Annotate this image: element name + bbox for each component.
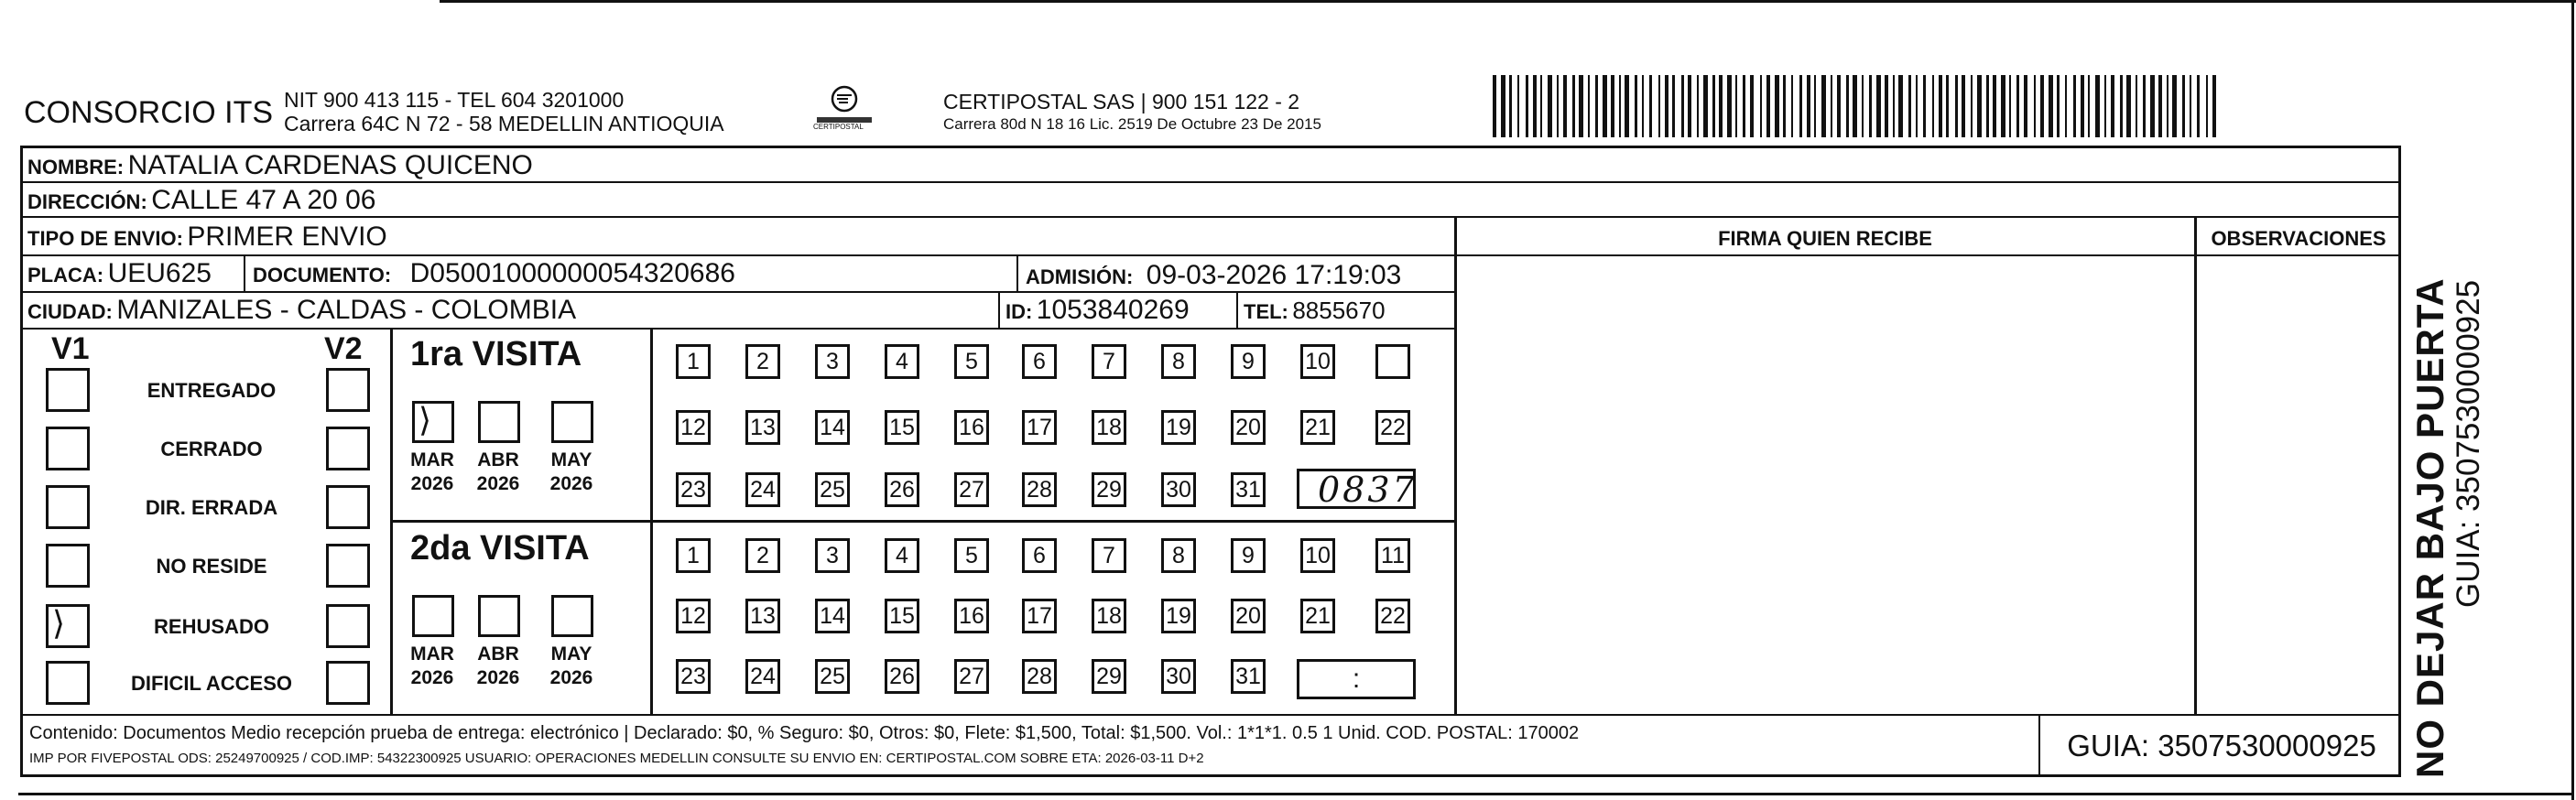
row-rule — [20, 181, 2401, 183]
direccion-label: DIRECCIÓN: — [27, 190, 147, 213]
day-box[interactable]: 4 — [885, 344, 919, 379]
month-checkbox[interactable] — [478, 595, 520, 637]
day-box[interactable]: 26 — [885, 472, 919, 507]
check-mark-icon: ⟩ — [52, 604, 66, 642]
day-box[interactable]: 23 — [676, 659, 711, 694]
id-label: ID: — [1005, 300, 1033, 323]
scan-edge-bottom — [18, 793, 2573, 795]
company-name: CONSORCIO ITS — [24, 95, 274, 130]
day-box[interactable]: 19 — [1161, 599, 1196, 633]
observaciones-header: OBSERVACIONES — [2211, 227, 2386, 250]
footer-contenido: Contenido: Documentos Medio recepción prueba de entrega: electrónico | Declarado: $0, % Seguro: $0, Otros: $0, Flete: $1,500, Total: $1,500. Vol.: 1*1*1. 0.5 1 Unid. COD. POSTAL: 170002 — [29, 723, 1580, 743]
footer-imp: IMP POR FIVEPOSTAL ODS: 25249700925 / COD.IMP: 54322300925 USUARIO: OPERACIONES MEDELLIN CONSULTE SU ENVIO EN: CERTIPOSTAL.COM SOBRE ETA: 2026-03-11 D+2 — [29, 751, 1204, 766]
day-box[interactable]: 5 — [954, 538, 989, 573]
v1-checkbox[interactable] — [46, 485, 90, 529]
day-box[interactable]: 25 — [815, 659, 850, 694]
day-box[interactable]: 2 — [745, 538, 780, 573]
day-box[interactable]: 16 — [954, 410, 989, 445]
day-box[interactable]: 17 — [1022, 599, 1057, 633]
day-box[interactable]: 6 — [1022, 538, 1057, 573]
day-box[interactable]: 2 — [745, 344, 780, 379]
day-box[interactable]: 26 — [885, 659, 919, 694]
day-box[interactable]: 17 — [1022, 410, 1057, 445]
visit2-title: 2da VISITA — [410, 529, 590, 568]
v1-checkbox[interactable] — [46, 427, 90, 470]
placa-field — [27, 258, 212, 289]
day-box[interactable]: 31 — [1231, 472, 1266, 507]
col-rule-tel — [1236, 291, 1238, 328]
day-box[interactable]: 12 — [676, 599, 711, 633]
row-rule — [20, 328, 1456, 330]
status-reason-label: DIFICIL ACCESO — [130, 672, 292, 695]
firma-header: FIRMA QUIEN RECIBE — [1718, 227, 1932, 250]
visit2-time-box[interactable] — [1297, 659, 1416, 699]
day-box[interactable]: 20 — [1231, 599, 1266, 633]
direccion-row — [27, 185, 375, 216]
v2-checkbox[interactable] — [326, 427, 370, 470]
month-year: 2026 — [549, 667, 593, 688]
day-box[interactable]: 14 — [815, 410, 850, 445]
status-reason-label: DIR. ERRADA — [145, 496, 278, 519]
day-box[interactable]: 8 — [1161, 344, 1196, 379]
day-box-crossed[interactable] — [1375, 344, 1410, 379]
col-rule-firma — [1454, 216, 1457, 716]
col-rule-placa — [244, 254, 245, 291]
day-box[interactable]: 7 — [1092, 344, 1126, 379]
day-box[interactable]: 13 — [745, 599, 780, 633]
day-box[interactable]: 6 — [1022, 344, 1057, 379]
tel-value: 8855670 — [1292, 297, 1386, 324]
ciudad-value: MANIZALES - CALDAS - COLOMBIA — [116, 295, 577, 325]
documento-value: D05001000000054320686 — [409, 258, 735, 288]
day-box[interactable]: 15 — [885, 599, 919, 633]
side-guia: GUIA: 3507530000925 — [2451, 279, 2486, 608]
v2-checkbox[interactable] — [326, 661, 370, 705]
ciudad-field — [27, 295, 576, 326]
visit-divider — [390, 520, 1456, 523]
day-box[interactable]: 23 — [676, 472, 711, 507]
tipo-row — [27, 222, 387, 253]
barcode — [1493, 75, 2225, 139]
day-box[interactable]: 29 — [1092, 659, 1126, 694]
v2-header: V2 — [324, 331, 363, 366]
day-box[interactable]: 3 — [815, 538, 850, 573]
nombre-value: NATALIA CARDENAS QUICENO — [127, 150, 533, 180]
day-box[interactable]: 21 — [1300, 410, 1335, 445]
id-value: 1053840269 — [1036, 295, 1190, 325]
day-box[interactable]: 22 — [1375, 410, 1410, 445]
day-box[interactable]: 21 — [1300, 599, 1335, 633]
scan-edge-top — [440, 0, 2576, 3]
row-rule — [20, 254, 2401, 256]
admision-label: ADMISIÓN: — [1026, 265, 1134, 288]
admision-field — [1026, 260, 1401, 291]
v1-checkbox[interactable] — [46, 544, 90, 588]
v2-checkbox[interactable] — [326, 544, 370, 588]
documento-label: DOCUMENTO: — [253, 264, 392, 286]
tel-label: TEL: — [1244, 300, 1288, 323]
col-rule-id — [998, 291, 1000, 328]
v2-checkbox[interactable] — [326, 368, 370, 412]
month-label: ABR — [477, 449, 519, 470]
day-box[interactable]: 22 — [1375, 599, 1410, 633]
admision-value: 09-03-2026 17:19:03 — [1146, 260, 1402, 290]
nombre-label: NOMBRE: — [27, 156, 125, 178]
month-year: 2026 — [476, 667, 520, 688]
day-box[interactable]: 12 — [676, 410, 711, 445]
day-box[interactable]: 8 — [1161, 538, 1196, 573]
v1-header: V1 — [51, 331, 90, 366]
day-box[interactable]: 28 — [1022, 472, 1057, 507]
status-reason-label: NO RESIDE — [156, 555, 267, 578]
row-rule — [20, 216, 2401, 218]
day-box[interactable]: 15 — [885, 410, 919, 445]
day-box[interactable]: 1 — [676, 344, 711, 379]
month-year: 2026 — [410, 473, 454, 494]
col-rule-obs — [2194, 216, 2197, 716]
v1-checkbox[interactable] — [46, 604, 90, 648]
day-box[interactable]: 4 — [885, 538, 919, 573]
visit1-title: 1ra VISITA — [410, 335, 582, 373]
day-box[interactable]: 16 — [954, 599, 989, 633]
month-label: ABR — [477, 643, 519, 665]
certipostal-line: CERTIPOSTAL SAS | 900 151 122 - 2 — [943, 90, 1300, 114]
nit-line: NIT 900 413 115 - TEL 604 3201000 — [284, 88, 625, 112]
day-box[interactable]: 3 — [815, 344, 850, 379]
month-checkbox[interactable] — [551, 401, 593, 443]
v2-checkbox[interactable] — [326, 485, 370, 529]
month-checkbox[interactable] — [551, 595, 593, 637]
documento-field — [253, 258, 735, 289]
day-box[interactable]: 13 — [745, 410, 780, 445]
month-label: MAY — [550, 449, 592, 470]
status-reason-label: REHUSADO — [154, 615, 269, 638]
v2-checkbox[interactable] — [326, 604, 370, 648]
visit2-time-separator: : — [1352, 664, 1361, 694]
ciudad-label: CIUDAD: — [27, 300, 113, 323]
placa-value: UEU625 — [107, 258, 212, 288]
day-box[interactable]: 19 — [1161, 410, 1196, 445]
id-field — [1005, 295, 1190, 326]
guia-divider — [2038, 714, 2040, 776]
no-dejar-warning: NO DEJAR BAJO PUERTA — [2408, 277, 2451, 778]
day-box[interactable]: 7 — [1092, 538, 1126, 573]
check-mark-icon: ⟩ — [418, 401, 432, 438]
month-checkbox[interactable] — [412, 401, 454, 443]
day-box[interactable]: 10 — [1300, 344, 1335, 379]
month-year: 2026 — [410, 667, 454, 688]
status-reason-label: ENTREGADO — [147, 379, 277, 402]
certipostal-logo — [811, 84, 877, 132]
status-reason-label: CERRADO — [160, 438, 263, 460]
month-label: MAY — [550, 643, 592, 665]
row-rule — [20, 291, 1456, 293]
nombre-row — [27, 150, 533, 181]
visit1-time-handwritten: 0837 — [1318, 470, 1418, 510]
tipo-value: PRIMER ENVIO — [187, 222, 387, 252]
day-box[interactable]: 1 — [676, 538, 711, 573]
day-box[interactable]: 24 — [745, 659, 780, 694]
certipostal-address: Carrera 80d N 18 16 Lic. 2519 De Octubre 23 De 2015 — [943, 115, 1321, 133]
direccion-value: CALLE 47 A 20 06 — [151, 185, 376, 215]
logo-text: CERTIPOSTAL — [813, 123, 864, 131]
day-box[interactable]: 25 — [815, 472, 850, 507]
day-box[interactable]: 20 — [1231, 410, 1266, 445]
day-box[interactable]: 24 — [745, 472, 780, 507]
tipo-label: TIPO DE ENVIO: — [27, 227, 183, 250]
month-checkbox[interactable] — [478, 401, 520, 443]
visit1-time-box[interactable] — [1297, 469, 1416, 509]
footer-guia: GUIA: 3507530000925 — [2067, 729, 2376, 762]
day-box[interactable]: 27 — [954, 472, 989, 507]
day-box[interactable]: 14 — [815, 599, 850, 633]
scan-edge-right — [2571, 0, 2574, 800]
v1-checkbox[interactable] — [46, 368, 90, 412]
month-label: MAR — [410, 643, 454, 665]
day-box[interactable]: 10 — [1300, 538, 1335, 573]
row-rule — [20, 714, 2401, 716]
tel-field — [1244, 297, 1386, 325]
day-box[interactable]: 18 — [1092, 410, 1126, 445]
month-year: 2026 — [476, 473, 520, 494]
day-box[interactable]: 31 — [1231, 659, 1266, 694]
day-box[interactable]: 9 — [1231, 344, 1266, 379]
day-box[interactable]: 29 — [1092, 472, 1126, 507]
month-checkbox[interactable] — [412, 595, 454, 637]
day-box[interactable]: 11 — [1375, 538, 1410, 573]
month-label: MAR — [410, 449, 454, 470]
placa-label: PLACA: — [27, 264, 104, 286]
day-box[interactable]: 30 — [1161, 472, 1196, 507]
v1-checkbox[interactable] — [46, 661, 90, 705]
company-address: Carrera 64C N 72 - 58 MEDELLIN ANTIOQUIA — [284, 112, 724, 135]
day-box[interactable]: 18 — [1092, 599, 1126, 633]
day-box[interactable]: 9 — [1231, 538, 1266, 573]
day-box[interactable]: 27 — [954, 659, 989, 694]
day-box[interactable]: 30 — [1161, 659, 1196, 694]
month-year: 2026 — [549, 473, 593, 494]
day-box[interactable]: 5 — [954, 344, 989, 379]
col-rule-admision — [1016, 254, 1018, 291]
day-box[interactable]: 28 — [1022, 659, 1057, 694]
